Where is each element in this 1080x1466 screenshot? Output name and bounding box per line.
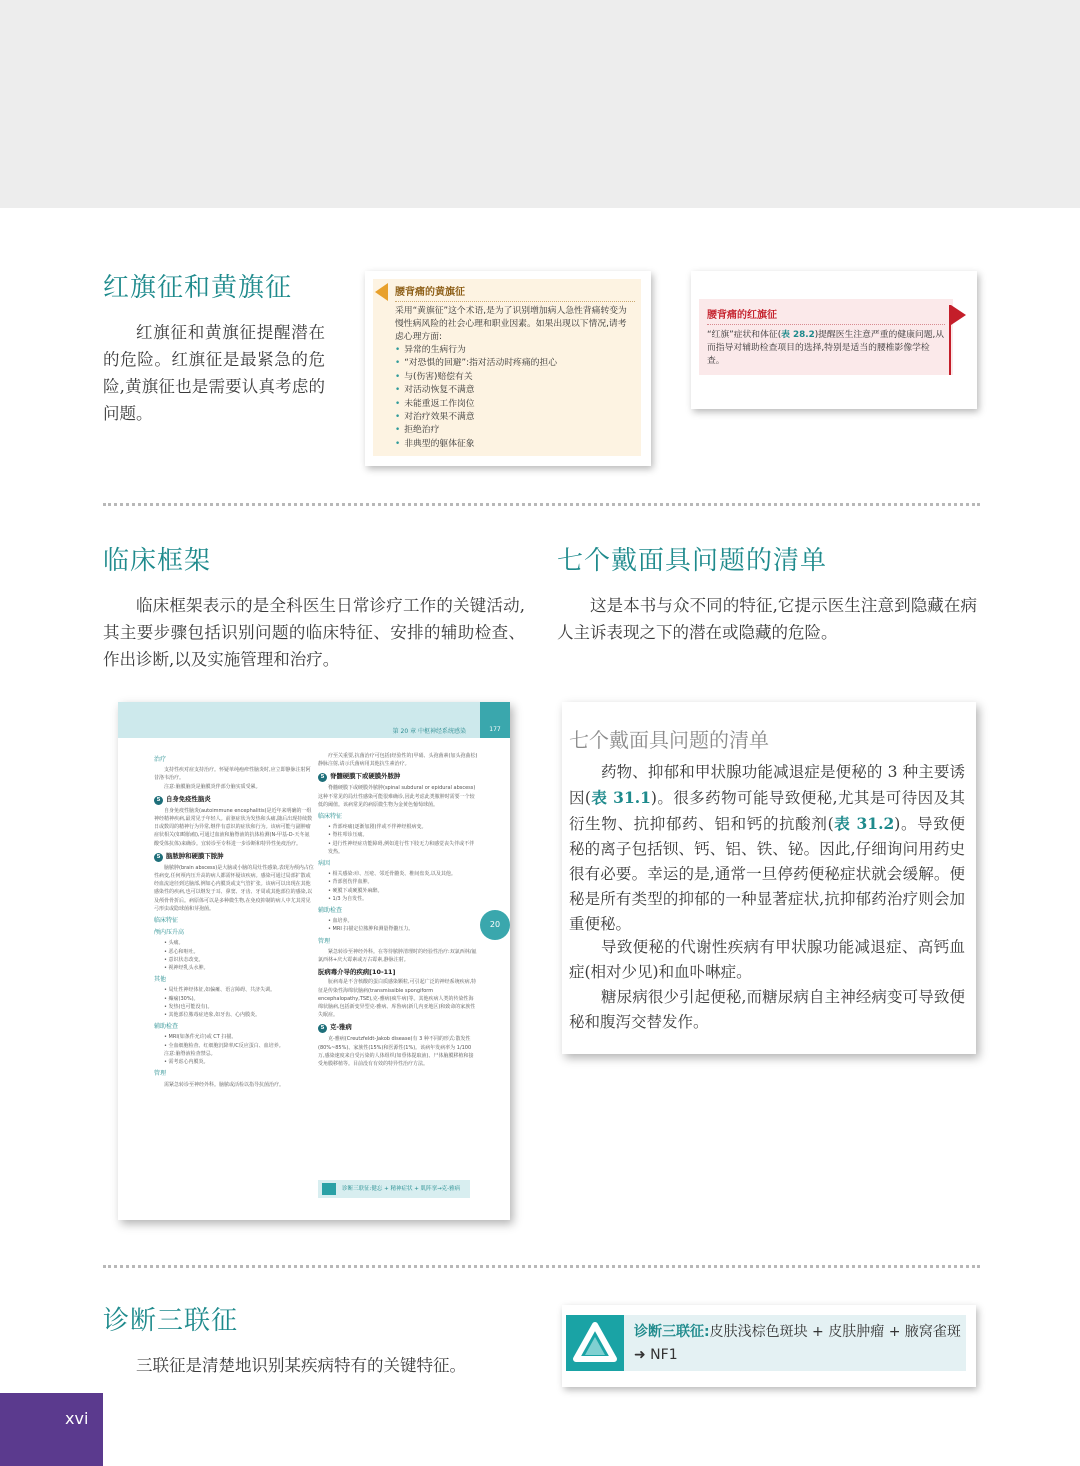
- paragraph-triad: 三联征是清楚地识别某疾病特有的关键特征。: [136, 1356, 466, 1375]
- triangle-icon: [566, 1315, 624, 1371]
- book-page-text: 自身免疫性脑炎(autoimmune encephalitis)是近年来明确的一组神经精神疾病,最常见于年轻人。前驱症状为发热和头痛,随后出现持续数日或数周的精神行为异常,继伴有意识的症状和行为。该病可能与副肿瘤症状相关(如畸胎瘤),可通过血液和脑脊液的抗体检测(N-甲基-D-天冬氨酸受体抗体)来确诊。宜转诊至专科进一步诊断和特异性免疫治疗。: [154, 807, 313, 847]
- book-page-text: • 癫痫(30%)。: [164, 995, 199, 1002]
- book-page-text: • MRI(如条件允许)或 CT 扫描。: [164, 1034, 237, 1041]
- book-page-heading: 临床特征: [318, 813, 343, 821]
- red-flag-box-content: [699, 299, 953, 375]
- book-page-heading: 颅内压升高: [154, 929, 185, 937]
- section-divider: [103, 503, 980, 506]
- yellow-flag-item: • 拒绝治疗: [395, 424, 635, 437]
- book-page-heading: 5 克-雅病: [318, 1023, 478, 1033]
- heading-masquerades: 七个戴面具问题的清单: [557, 546, 828, 576]
- book-page-text: • 硬膜下或硬膜外麻醉。: [328, 887, 383, 894]
- red-flag-text: “红旗”症状和体征(表 28.2)提醒医生注意严重的健康问题,从而指导对辅助检查项目的选择,特别是适当的腰椎影像学检查。: [707, 330, 945, 366]
- masquerade-box-title: 七个戴面具问题的清单: [569, 728, 769, 752]
- yellow-flag-item: • 异常的生病行为: [395, 344, 635, 357]
- book-page-heading: 5 自身免疫性脑炎: [154, 795, 314, 805]
- red-flag-icon: [951, 305, 966, 325]
- yellow-flag-box: [365, 271, 651, 466]
- book-page-text: • 进行性神经症功能障碍,例如进行性下肢无力和感觉丧失伴或不伴发热。: [328, 840, 475, 855]
- book-page-text: 支持性疾对症支持治疗。怀疑单纯疱疹性脑炎时,应立即静脉注射阿昔洛韦治疗。: [154, 767, 311, 782]
- book-page-text: 克-雅病(Creutzfeldt-Jakob disease)有 3 种不同的形式:散发性(80%~85%)、家族性(15%)和医源性(1%)。该病年发病率为 1/100 万,感染速度来自受污染的人体组织(如垂体提取液)、尸体脑膜移植和接受角膜移植等。目前没有有效的特异性治疗方法。: [318, 1036, 474, 1068]
- book-page-text: • 背部创伤伴血肿。: [328, 879, 373, 886]
- yellow-flag-item: • 非典型的躯体征象: [395, 438, 635, 451]
- book-page-text: • 1/3 为自发性。: [328, 895, 368, 902]
- table-reference: 表 28.2: [781, 330, 815, 340]
- red-flag-title: 腰背痛的红旗征: [707, 306, 945, 325]
- book-page-text: 注意:脑膜脑炎是脑膜炎伴部分脑实质受累。: [164, 783, 261, 790]
- red-flag-box: [691, 271, 977, 409]
- book-page-text: • 意识状态改变。: [164, 956, 204, 963]
- masquerade-box: [562, 702, 976, 1054]
- number-badge-icon: 5: [154, 853, 163, 862]
- book-page-text: • 血培养。: [328, 918, 353, 925]
- yellow-flag-item: • 对治疗效果不满意: [395, 411, 635, 424]
- book-page-heading: 5 脑脓肿和硬膜下脓肿: [154, 852, 314, 862]
- book-page-text: • 脊柱叩诊压痛。: [328, 832, 368, 839]
- table-reference: 表 31.2: [833, 814, 895, 833]
- heading-flags: 红旗征和黄旗征: [103, 273, 293, 303]
- book-page-text: • MRI 扫描定位脓肿和测量脊髓压力。: [328, 926, 414, 933]
- book-page-heading: 管理: [154, 1070, 167, 1078]
- number-badge-icon: 5: [154, 796, 163, 805]
- book-page-heading: 治疗: [154, 756, 167, 763]
- book-page-text: 疗至关重要,抗菌治疗可包括(经验性的)甲硝、头孢菌素(加头孢曲松)静脉注射,请示氏菌病用其他抗生素治疗。: [318, 753, 478, 768]
- masquerade-paragraph: 导致便秘的代谢性疾病有甲状腺功能减退症、高钙血症(相对少见)和血卟啉症。: [569, 938, 965, 981]
- triad-label: 诊断三联征:: [634, 1324, 710, 1340]
- heading-triad: 诊断三联征: [103, 1306, 239, 1336]
- book-page-left-column: [154, 752, 314, 1089]
- book-page-sample: [118, 702, 510, 1220]
- heading-clinical-framework: 临床框架: [103, 546, 212, 576]
- book-page-heading: 辅助检查: [318, 907, 343, 915]
- paragraph-clinical-framework: 临床框架表示的是全科医生日常诊疗工作的关键活动,其主要步骤包括识别问题的临床特征、安排的辅助检查、作出诊断,以及实施管理和治疗。: [103, 596, 525, 669]
- triad-example-box: [562, 1305, 976, 1387]
- book-page-right-column: [318, 752, 478, 1068]
- book-page-chapter-tab: 20: [480, 910, 510, 940]
- triangle-icon: [322, 1183, 336, 1195]
- yellow-flag-box-content: [373, 279, 641, 456]
- book-page-text: • 头痛。: [164, 940, 184, 947]
- book-page-heading: 病因: [318, 860, 331, 868]
- book-page-text: • 视神经乳头水肿。: [164, 965, 209, 972]
- paragraph-masquerades: 这是本书与众不同的特征,它提示医生注意到隐藏在病人主诉表现之下的潜在或隐藏的危险。: [557, 596, 977, 642]
- book-page-number: 177: [480, 702, 510, 738]
- yellow-flag-title: 腰背痛的黄旗征: [395, 283, 635, 302]
- book-page-text: 需紧急转诊至神经外科。脑脓或活检以指导抗菌治疗。: [164, 1081, 285, 1088]
- yellow-flag-item: • 与(伤害)赔偿有关: [395, 371, 635, 384]
- book-page-heading: 临床特征: [154, 917, 179, 925]
- book-page-text: • 全血细胞检查、红细胞沉降率/C反应蛋白、血培养。: [164, 1042, 284, 1049]
- book-page-text: 紧急转诊至神经外科。在等待脓肿清理时的经验性治疗:双氯西林/氟氯西林+庆大霉素或万古霉素,静脉注射。: [318, 948, 477, 964]
- number-badge-icon: 5: [318, 773, 327, 782]
- yellow-flag-intro: 采用“黄旗征”这个术语,是为了识别增加病人急性背痛转变为慢性病风险的社会心理和职业因素。如果出现以下情况,请考虑心理方面:: [395, 306, 627, 342]
- yellow-flag-icon: [375, 283, 388, 301]
- table-reference: 表 31.1: [590, 788, 651, 807]
- top-grey-band: [0, 0, 1080, 208]
- book-page-heading: 5 脊髓硬膜下或硬膜外脓肿: [318, 772, 478, 782]
- book-page-triad-strip: 诊断三联征:健忘 + 精神症状 + 肌阵挛→克-雅病: [318, 1180, 470, 1198]
- book-page-text: • 相关感染:疖、压疮、邻近骨髓炎、椎间盘炎,以及其他。: [328, 871, 456, 878]
- yellow-flag-item: • 对活动恢复不满意: [395, 384, 635, 397]
- book-page-heading: 管理: [318, 937, 331, 945]
- yellow-flag-list: [395, 344, 635, 451]
- book-page-text: • 恶心和呕吐。: [164, 948, 199, 955]
- number-badge-icon: 5: [318, 1024, 327, 1033]
- book-page-text: • 局灶性神经体征,如偏瘫、语言障碍、共济失调。: [164, 987, 276, 994]
- book-page-text: • 其他部位脓毒症迹象,如牙齿、心内膜炎。: [164, 1012, 261, 1019]
- book-page-chapter: 第 20 章 中枢神经系统感染: [392, 728, 466, 735]
- book-page-heading: 辅助检查: [154, 1023, 179, 1031]
- book-page-text: 注意:脑脊液检查禁忌。: [164, 1050, 216, 1057]
- page-number-tab: xvi: [0, 1393, 103, 1466]
- book-page-text: 脊髓硬膜下或硬膜外脓肿(spinal subdural or epidural abscess)这种不常见的局灶性感染可能很难确诊,因此考虑此类脓肿时需要一个较低的阈值。该病常见的病原微生物为金黄色葡萄球菌。: [318, 785, 476, 808]
- masquerade-paragraph: 糖尿病很少引起便秘,而糖尿病自主神经病变可导致便秘和腹泻交替发作。: [569, 988, 965, 1031]
- book-page-heading: 其他: [154, 976, 167, 984]
- book-page-text: • 背部疼痛(逐渐加剧)伴或不伴神经根病变。: [328, 824, 427, 831]
- triad-example-content: [566, 1315, 966, 1371]
- yellow-flag-item: • “对恐惧的回避”:指对活动时疼痛的担心: [395, 357, 635, 370]
- book-page-heading: 朊病毒介导的疾病[10-11]: [318, 968, 396, 977]
- section-divider: [103, 1265, 980, 1268]
- paragraph-flags: 红旗征和黄旗征提醒潜在的危险。红旗征是最紧急的危险,黄旗征也是需要认真考虑的问题。: [103, 323, 325, 423]
- masquerade-paragraph: 药物、抑郁和甲状腺功能减退症是便秘的 3 种主要诱因(表 31.1)。很多药物可能导致便秘,尤其是可待因及其衍生物、抗抑郁药、铝和钙的抗酸剂(表 31.2)。导致便秘的离子包括钡、钙、铝、铁、铋。因此,仔细询问用药史很有必要。幸运的是,通常一旦停药便秘症状就会缓解。便秘是所有类型的抑郁的一种显著症状,抗抑郁药治疗则会加重便秘。: [569, 763, 965, 933]
- yellow-flag-item: • 未能重返工作岗位: [395, 398, 635, 411]
- book-page-text: • 需考虑心内膜炎。: [164, 1059, 209, 1066]
- triad-example-text: 诊断三联征:皮肤浅棕色斑块 + 皮肤肿瘤 + 腋窝雀斑➜ NF1: [634, 1324, 961, 1363]
- book-page-text: 朊病毒是不含核酸的蛋白质感染颗粒,可引起广泛的神经系统疾病,特征是传染性海绵状脑病(transmissible spongiform encephalopathy,TSE),克-雅病(疯牛病)等。其他疾病人类的传染性海绵状脑病,包括新变异型克-雅病、库鲁病(新几内亚地区)和致命的家族性失眠症。: [318, 979, 477, 1019]
- book-page-text: • 发热(也可能没有)。: [164, 1003, 213, 1010]
- book-page-text: 脑脓肿(brain abscess)是大脑或小脑的局灶性感染,表现为颅内占位性病变,任何颅内压升高的病人都需怀疑该疾病。感染可通过局部扩散或经血流途径到达脑部,例如心内膜炎或支气管扩张。该病可以出现在其他感染性的疾病,也可以继发于耳、鼻窦、牙齿、牙周或其他部位的感染,以及颅骨骨折后。病原体可以是多种微生物,在免疫抑制的病人中尤其常见弓形虫或隐球菌和芽孢菌。: [154, 864, 314, 912]
